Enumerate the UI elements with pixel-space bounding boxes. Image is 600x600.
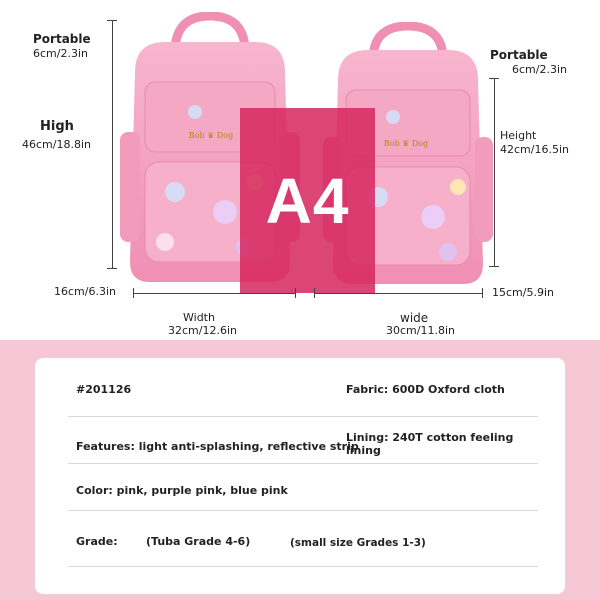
wide-title: wide <box>400 311 429 325</box>
divider-2 <box>68 463 538 464</box>
left-height-cap-bottom <box>107 268 117 269</box>
left-portable-value: 6cm/2.3in <box>33 47 88 60</box>
right-depth-value: 15cm/5.9in <box>492 286 554 299</box>
divider-3 <box>68 510 538 511</box>
high-title: High <box>40 119 74 134</box>
brand-logo-left: Bob ♛ Dog <box>188 131 234 140</box>
features-spec: Features: light anti-splashing, reflective strip <box>76 440 359 453</box>
brand-logo-right: Bob ♛ Dog <box>383 139 429 148</box>
high-value: 46cm/18.8in <box>22 138 91 151</box>
right-portable-value: 6cm/2.3in <box>512 63 567 76</box>
divider-1 <box>68 416 538 417</box>
right-height-cap-bottom <box>489 266 499 267</box>
right-height-cap-top <box>489 78 499 79</box>
left-width-cap-left <box>133 288 134 298</box>
right-portable-title: Portable <box>490 48 548 62</box>
color-options: Color: pink, purple pink, blue pink <box>76 484 288 497</box>
divider-4 <box>68 566 538 567</box>
grade-label: Grade: <box>76 535 118 548</box>
fabric-spec: Fabric: 600D Oxford cloth <box>346 383 505 396</box>
left-height-line <box>112 20 113 268</box>
left-depth-value: 16cm/6.3in <box>54 285 116 298</box>
height-title: Height <box>500 129 537 142</box>
left-width-cap-right <box>295 288 296 298</box>
right-width-cap-left <box>314 288 315 298</box>
grade-large-size: (Tuba Grade 4-6) <box>146 535 251 548</box>
left-portable-title: Portable <box>33 32 91 46</box>
model-number: #201126 <box>76 383 132 396</box>
right-width-cap-right <box>482 288 483 298</box>
wide-value: 30cm/11.8in <box>386 324 455 337</box>
right-width-line <box>314 293 482 294</box>
width-value: 32cm/12.6in <box>168 324 237 337</box>
grade-small-size: (small size Grades 1-3) <box>290 537 426 549</box>
left-height-cap-top <box>107 20 117 21</box>
height-value: 42cm/16.5in <box>500 143 569 156</box>
lining-spec-line2: lining <box>346 444 381 457</box>
a4-label: A4 <box>265 164 350 237</box>
a4-size-badge <box>240 108 375 293</box>
left-width-line <box>133 293 295 294</box>
lining-spec-line1: Lining: 240T cotton feeling <box>346 431 514 444</box>
width-title: Width <box>183 311 215 324</box>
right-height-line <box>494 78 495 266</box>
